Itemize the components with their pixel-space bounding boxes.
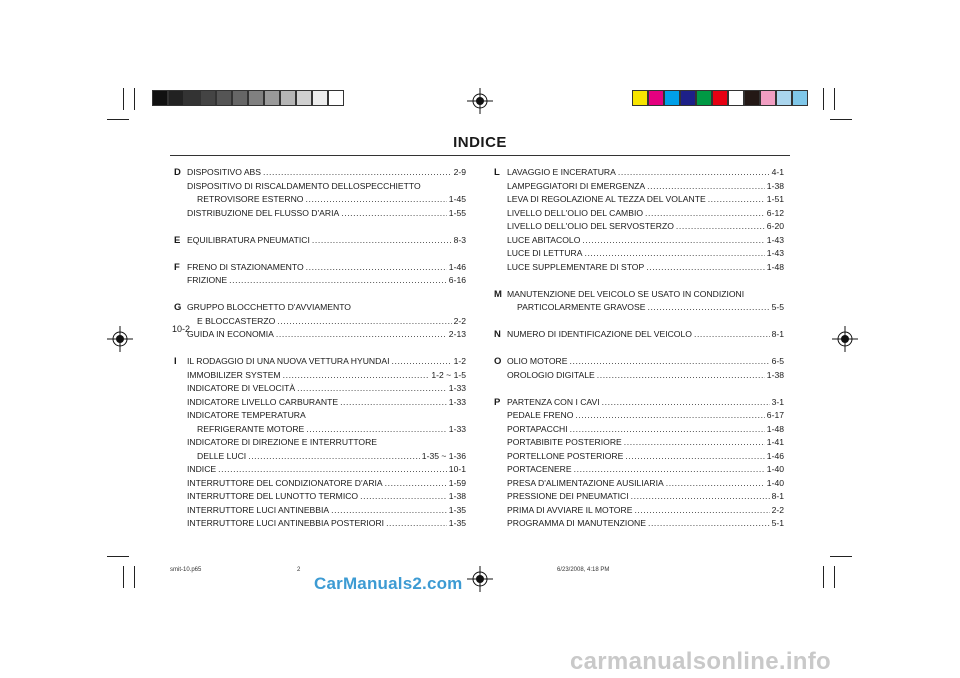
dot-leader	[631, 490, 770, 504]
dot-leader	[218, 463, 447, 477]
calibration-swatch	[728, 90, 744, 106]
index-entry-title: PORTAPACCHI	[507, 423, 568, 434]
index-entry-title: FRENO DI STAZIONAMENTO	[187, 261, 304, 272]
index-entry-title: LUCE SUPPLEMENTARE DI STOP	[507, 261, 645, 272]
index-entry-page: 2-9	[453, 167, 466, 177]
registration-mark-icon	[467, 566, 493, 592]
index-entry	[187, 382, 466, 396]
index-entry	[507, 247, 784, 261]
index-entry	[187, 234, 466, 248]
calibration-swatch	[744, 90, 760, 106]
calibration-swatch	[184, 90, 200, 106]
index-entry-page: 1-40	[766, 464, 784, 474]
index-entry-title: E BLOCCASTERZO	[197, 315, 276, 326]
index-entry	[187, 450, 466, 464]
dot-leader	[360, 490, 447, 504]
registration-mark-icon	[832, 326, 858, 352]
index-entry	[507, 166, 784, 180]
calibration-swatch	[328, 90, 344, 106]
index-group	[174, 234, 466, 248]
index-entry	[187, 315, 466, 329]
index-entry-title: IMMOBILIZER SYSTEM	[187, 369, 281, 380]
calibration-swatch	[232, 90, 248, 106]
index-entry-page: 1-55	[448, 207, 466, 218]
index-entry-page: 8-1	[771, 329, 784, 339]
index-entry	[187, 328, 466, 342]
footer-date: 6/23/2008, 4:18 PM	[557, 567, 610, 573]
crop-mark	[134, 566, 135, 588]
index-entry	[507, 436, 784, 450]
index-entry-page: 1-33	[448, 396, 466, 407]
index-entry-title: PARTICOLARMENTE GRAVOSE	[517, 302, 646, 312]
index-entry-title: DISPOSITIVO ABS	[187, 167, 262, 177]
index-entry	[507, 261, 784, 275]
index-group	[494, 288, 784, 315]
calibration-swatch	[664, 90, 680, 106]
crop-mark	[107, 556, 129, 557]
index-letter: N	[494, 329, 501, 340]
calibration-swatch	[760, 90, 776, 106]
dot-leader	[297, 382, 447, 396]
index-entry-page: 1-2 ~ 1-5	[431, 369, 466, 380]
index-entry	[507, 463, 784, 477]
registration-mark-icon	[107, 326, 133, 352]
index-entry-title: LIVELLO DELL'OLIO DEL SERVOSTERZO	[507, 221, 674, 231]
index-entry-page: 1-35	[448, 504, 466, 515]
crop-mark	[123, 566, 124, 588]
index-entry-page: 1-45	[448, 194, 466, 204]
index-entry-title: REFRIGERANTE MOTORE	[197, 423, 305, 434]
index-letter: I	[174, 356, 177, 367]
dot-leader	[625, 450, 764, 464]
index-entry-page: 1-2	[453, 356, 466, 366]
index-group	[494, 328, 784, 342]
index-entry	[507, 450, 784, 464]
index-entry-title: PRESA D'ALIMENTAZIONE AUSILIARIA	[507, 477, 664, 488]
dot-leader	[582, 234, 764, 248]
index-entry	[187, 261, 466, 275]
calibration-swatch	[248, 90, 264, 106]
index-entry-page: 1-38	[766, 180, 784, 191]
index-entry	[507, 369, 784, 383]
index-entry-title: FRIZIONE	[187, 275, 228, 285]
dot-leader	[340, 396, 447, 410]
index-entry	[507, 328, 784, 342]
crop-mark	[830, 556, 852, 557]
index-entry-title: LAMPEGGIATORI DI EMERGENZA	[507, 180, 646, 191]
index-entry-line: DISPOSITIVO DI RISCALDAMENTO DELLOSPECCHIETTO	[187, 180, 421, 191]
dot-leader	[305, 193, 446, 207]
index-entry-title: PEDALE FRENO	[507, 410, 574, 420]
calibration-swatch	[200, 90, 216, 106]
index-entry-page: 4-1	[771, 167, 784, 177]
calibration-swatch	[792, 90, 808, 106]
index-entry-page: 1-59	[448, 477, 466, 488]
index-entry-page: 5-5	[771, 302, 784, 312]
dot-leader	[248, 450, 420, 464]
index-letter: O	[494, 356, 502, 367]
footer-page: 2	[297, 567, 301, 573]
dot-leader	[708, 193, 765, 207]
index-entry	[187, 274, 466, 288]
dot-leader	[331, 504, 447, 518]
index-entry	[507, 396, 784, 410]
footer-file-name: smit-10.p65	[170, 567, 202, 573]
index-entry-page: 2-2	[453, 315, 466, 326]
index-entry-title: GUIDA IN ECONOMIA	[187, 329, 274, 339]
dot-leader	[229, 274, 447, 288]
index-entry-page: 1-43	[766, 234, 784, 245]
index-entry-title: LIVELLO DELL'OLIO DEL CAMBIO	[507, 207, 644, 218]
index-entry-title: PORTELLONE POSTERIORE	[507, 450, 624, 461]
index-letter: G	[174, 302, 182, 313]
crop-mark	[823, 88, 824, 110]
index-entry	[507, 517, 784, 531]
index-entry	[187, 166, 466, 180]
index-group	[174, 355, 466, 531]
index-entry-line: GRUPPO BLOCCHETTO D'AVVIAMENTO	[187, 302, 351, 312]
dot-leader	[618, 166, 770, 180]
watermark-link[interactable]: CarManuals2.com	[314, 574, 463, 593]
dot-leader	[276, 328, 447, 342]
index-entry-title: PARTENZA CON I CAVI	[507, 396, 600, 407]
page-title: INDICE	[453, 134, 507, 151]
index-entry	[507, 355, 784, 369]
calibration-swatch	[712, 90, 728, 106]
index-entry	[187, 490, 466, 504]
dot-leader	[386, 517, 447, 531]
index-entry-title: IL RODAGGIO DI UNA NUOVA VETTURA HYUNDAI	[187, 356, 390, 366]
calibration-swatch	[264, 90, 280, 106]
index-entry	[507, 220, 784, 234]
dot-leader	[385, 477, 447, 491]
index-letter: F	[174, 261, 180, 273]
dot-leader	[574, 463, 765, 477]
index-entry-page: 6-5	[771, 356, 784, 366]
index-entry-line: MANUTENZIONE DEL VEICOLO SE USATO IN CONDIZIONI	[507, 288, 745, 299]
index-entry-title: LUCE DI LETTURA	[507, 248, 583, 258]
index-entry-title: NUMERO DI IDENTIFICAZIONE DEL VEICOLO	[507, 329, 692, 339]
index-entry-page: 6-16	[448, 275, 466, 285]
index-entry	[507, 504, 784, 518]
dot-leader	[584, 247, 764, 261]
index-entry-line: INDICATORE TEMPERATURA	[187, 410, 306, 420]
index-entry-page: 2-2	[771, 504, 784, 515]
calibration-swatch	[696, 90, 712, 106]
watermark-text: carmanualsonline.info	[570, 648, 832, 675]
index-entry-page: 1-41	[766, 437, 784, 447]
crop-mark	[107, 119, 129, 120]
index-group	[494, 166, 784, 274]
dot-leader	[634, 504, 769, 518]
index-entry-page: 10-1	[448, 464, 466, 474]
index-group	[174, 301, 466, 342]
index-entry	[187, 463, 466, 477]
index-entry-title: INDICATORE DI VELOCITÀ	[187, 383, 296, 393]
index-entry	[507, 477, 784, 491]
index-group	[174, 166, 466, 220]
index-entry-page: 1-35	[448, 518, 466, 528]
index-entry-page: 1-35 ~ 1-36	[421, 450, 466, 461]
dot-leader	[306, 423, 447, 437]
crop-mark	[834, 88, 835, 110]
index-entry-title: RETROVISORE ESTERNO	[197, 194, 304, 204]
dot-leader	[306, 261, 447, 275]
index-entry	[187, 504, 466, 518]
index-entry-page: 1-48	[766, 423, 784, 434]
index-entry-title: PRIMA DI AVVIARE IL MOTORE	[507, 504, 633, 515]
dot-leader	[624, 436, 765, 450]
index-letter: E	[174, 234, 181, 246]
index-entry-title: DELLE LUCI	[197, 450, 247, 461]
index-entry	[507, 234, 784, 248]
index-entry-title: PORTACENERE	[507, 464, 572, 474]
index-entry	[507, 193, 784, 207]
calibration-swatch	[648, 90, 664, 106]
index-column-left	[174, 166, 466, 531]
index-entry-title: INTERRUTTORE LUCI ANTINEBBIA POSTERIORI	[187, 518, 385, 528]
index-entry	[187, 369, 466, 383]
calibration-swatch	[680, 90, 696, 106]
dot-leader	[277, 315, 451, 329]
index-entry-page: 1-46	[766, 450, 784, 461]
dot-leader	[694, 328, 770, 342]
index-entry-page: 1-43	[766, 248, 784, 258]
index-entry-page: 1-51	[766, 194, 784, 204]
index-entry	[187, 355, 466, 369]
index-entry-line: INDICATORE DI DIREZIONE E INTERRUTTORE	[187, 437, 378, 447]
index-letter: P	[494, 396, 501, 408]
crop-mark	[830, 119, 852, 120]
dot-leader	[602, 396, 770, 410]
crop-mark	[134, 88, 135, 110]
index-entry-title: PRESSIONE DEI PNEUMATICI	[507, 491, 629, 501]
index-entry	[507, 301, 784, 315]
calibration-swatch	[776, 90, 792, 106]
index-entry	[187, 193, 466, 207]
registration-mark-icon	[467, 88, 493, 114]
index-entry-title: LEVA DI REGOLAZIONE AL TEZZA DEL VOLANTE	[507, 194, 706, 204]
index-entry-title: OLIO MOTORE	[507, 356, 568, 366]
dot-leader	[666, 477, 765, 491]
index-column-right	[494, 166, 784, 531]
index-entry-title: OROLOGIO DIGITALE	[507, 369, 595, 380]
dot-leader	[647, 301, 769, 315]
index-entry-page: 1-48	[766, 261, 784, 272]
dot-leader	[569, 355, 769, 369]
index-entry	[187, 477, 466, 491]
index-entry-page: 6-12	[766, 207, 784, 218]
dot-leader	[263, 166, 452, 180]
index-entry-page: 8-1	[771, 491, 784, 501]
dot-leader	[575, 409, 764, 423]
index-entry-title: INTERRUTTORE LUCI ANTINEBBIA	[187, 504, 330, 515]
dot-leader	[570, 423, 765, 437]
index-entry-title: INDICE	[187, 464, 217, 474]
title-divider	[170, 155, 790, 156]
crop-mark	[834, 566, 835, 588]
index-entry-page: 1-38	[448, 491, 466, 501]
index-entry-title: EQUILIBRATURA PNEUMATICI	[187, 234, 310, 245]
index-group	[494, 396, 784, 531]
index-entry-title: DISTRIBUZIONE DEL FLUSSO D'ARIA	[187, 207, 340, 218]
index-entry	[187, 423, 466, 437]
index-letter: M	[494, 288, 502, 300]
index-entry-page: 1-38	[766, 369, 784, 380]
index-entry-title: INTERRUTTORE DEL CONDIZIONATORE D'ARIA	[187, 477, 383, 488]
index-entry	[507, 409, 784, 423]
index-entry-page: 1-40	[766, 477, 784, 488]
calibration-swatch	[632, 90, 648, 106]
calibration-swatch	[296, 90, 312, 106]
calibration-swatch	[312, 90, 328, 106]
index-entry-page: 2-13	[448, 329, 466, 339]
dot-leader	[341, 207, 447, 221]
dot-leader	[597, 369, 765, 383]
index-entry	[507, 207, 784, 221]
crop-mark	[823, 566, 824, 588]
index-group	[174, 261, 466, 288]
calibration-swatch	[280, 90, 296, 106]
index-entry-title: PROGRAMMA DI MANUTENZIONE	[507, 518, 646, 528]
index-entry-page: 1-46	[448, 261, 466, 272]
index-entry-page: 5-1	[771, 518, 784, 528]
calibration-swatch	[216, 90, 232, 106]
page-number: 10-2	[172, 324, 191, 334]
dot-leader	[647, 180, 765, 194]
index-entry-title: LUCE ABITACOLO	[507, 234, 581, 245]
index-entry	[187, 396, 466, 410]
index-entry-title: PORTABIBITE POSTERIORE	[507, 437, 622, 447]
index-entry	[187, 207, 466, 221]
index-entry-title: LAVAGGIO E INCERATURA	[507, 167, 616, 177]
index-group	[494, 355, 784, 382]
dot-leader	[646, 261, 765, 275]
dot-leader	[283, 369, 430, 383]
index-entry-page: 8-3	[453, 234, 466, 245]
dot-leader	[648, 517, 770, 531]
index-entry-page: 1-33	[448, 383, 466, 393]
index-entry-page: 6-17	[766, 410, 784, 420]
crop-mark	[123, 88, 124, 110]
index-entry-page: 1-33	[448, 423, 466, 434]
calibration-swatch	[168, 90, 184, 106]
index-entry-title: INTERRUTTORE DEL LUNOTTO TERMICO	[187, 491, 359, 501]
index-entry	[507, 423, 784, 437]
index-letter: L	[494, 167, 500, 178]
index-entry-title: INDICATORE LIVELLO CARBURANTE	[187, 396, 339, 407]
dot-leader	[645, 207, 765, 221]
dot-leader	[312, 234, 452, 248]
index-letter: D	[174, 167, 181, 178]
index-entry	[507, 180, 784, 194]
dot-leader	[391, 355, 451, 369]
index-entry-page: 3-1	[771, 396, 784, 407]
index-entry	[187, 517, 466, 531]
dot-leader	[676, 220, 765, 234]
index-entry-page: 6-20	[766, 221, 784, 231]
index-entry	[507, 490, 784, 504]
calibration-swatch	[152, 90, 168, 106]
